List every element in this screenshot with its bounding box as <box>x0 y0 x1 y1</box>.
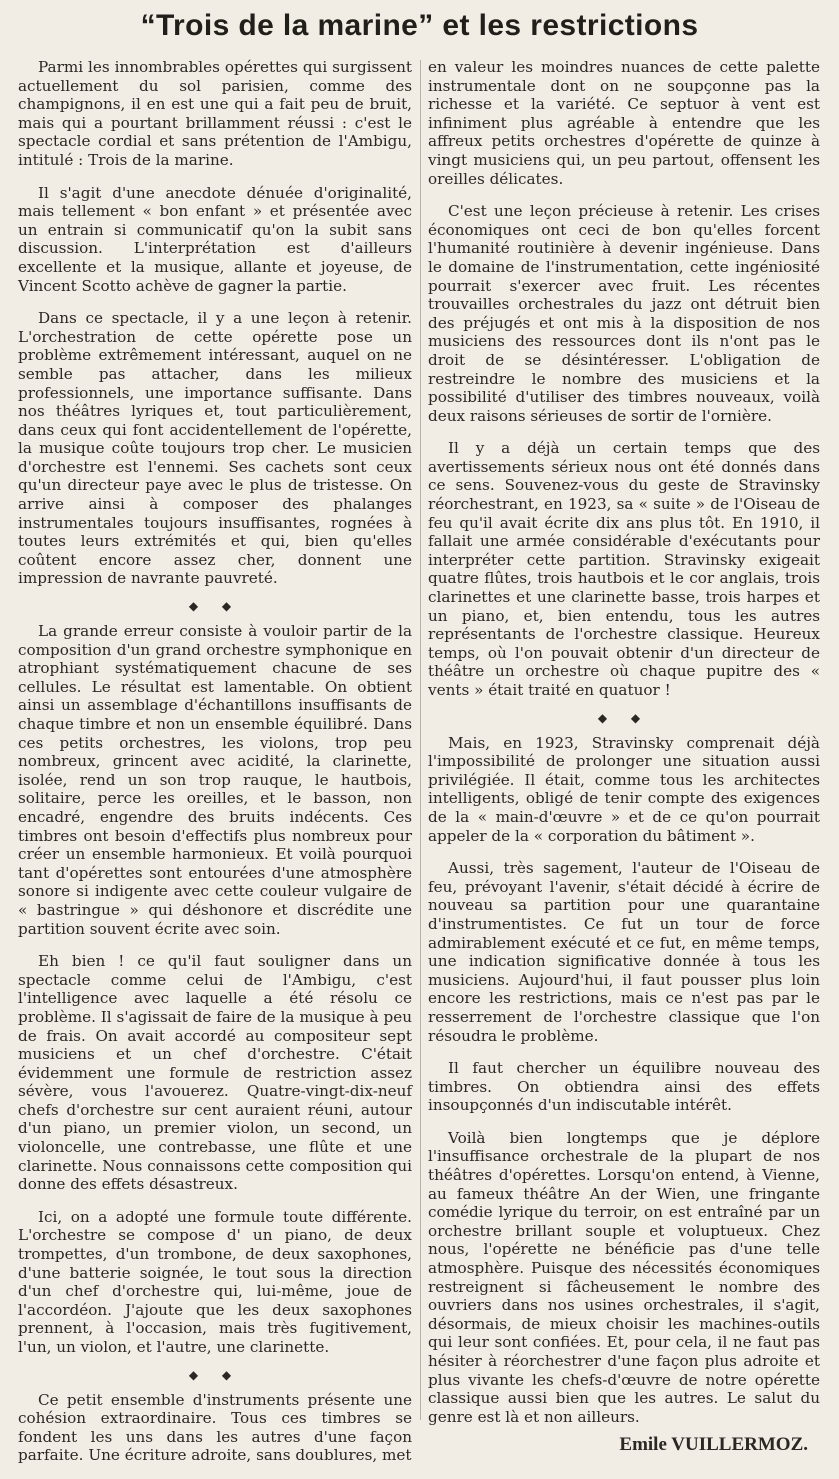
paragraph: Eh bien ! ce qu'il faut souligner dans un spectacle comme celui de l'Ambigu, c'est l'intelligence avec laquelle a été résolu ce problème. Il s'agissait de faire de la musique à peu de frais. On avait accordé au compositeur sept musiciens et un chef d'orchestre. C'était évidemment une formule de restriction assez sévère, vous l'avouerez. Quatre-vingt-dix-neuf chefs d'orchestre sur cent auraient réuni, autour d'un piano, un premier violon, un second, un violoncelle, une contrebasse, une flûte et une clarinette. Nous connaissons cette composition qui donne des effets désastreux. <box>18 952 412 1194</box>
paragraph: Aussi, très sagement, l'auteur de l'Oiseau de feu, prévoyant l'avenir, s'était décidé à écrire de nouveau sa partition pour une quarantaine d'instrumentistes. Ce fut un tour de force admirablement exécuté et ce fut, en même temps, une indication significative donnée à tous les musiciens. Aujourd'hui, il faut pousser plus loin encore les restrictions, mais ce n'est pas par le resserrement de l'orchestre classique que l'on résoudra le problème. <box>428 859 820 1045</box>
paragraph: Dans ce spectacle, il y a une leçon à retenir. L'orchestration de cette opérette pose un problème extrêmement intéressant, auquel on ne semble pas attacher, dans les milieux professionnels, une importance suffisante. Dans nos théâtres lyriques et, tout particulièrement, dans ceux qui font accidentellement de l'opérette, la musique coûte toujours trop cher. Le musicien d'orchestre est l'ennemi. Ses cachets sont ceux qu'un directeur paye avec le plus de tristesse. On arrive ainsi à composer des phalanges instrumentales toujours insuffisantes, rognées à toutes leurs extrémités et qui, bien qu'elles coûtent encore assez cher, donnent une impression de navrante pauvreté. <box>18 309 412 588</box>
right-column <box>428 58 820 1456</box>
article-title: “Trois de la marine” et les restrictions <box>140 9 699 42</box>
paragraph: Il faut chercher un équilibre nouveau des timbres. On obtiendra ainsi des effets insoupçonnés d'un indiscutable intérêt. <box>428 1059 820 1115</box>
left-column <box>18 58 422 1479</box>
paragraph: La grande erreur consiste à vouloir partir de la composition d'un grand orchestre symphonique en atrophiant systématiquement chacune de ses cellules. Le résultat est lamentable. On obtient ainsi un assemblage d'échantillons insuffisants de chaque timbre et non un ensemble équilibré. Dans ces petits orchestres, les violons, trop peu nombreux, grincent avec acidité, la clarinette, isolée, rend un son trop rauque, le hautbois, solitaire, perce les oreilles, et le basson, non encadré, engendre des bruits indécents. Ces timbres ont besoin d'effectifs plus nombreux pour créer un ensemble harmonieux. Et voilà pourquoi tant d'opérettes sont entourées d'une atmosphère sonore si indigente avec cette couleur vulgaire de « bastringue » qui déshonore et discrédite une partition souvent écrite avec soin. <box>18 622 412 938</box>
paragraph: Ici, on a adopté une formule toute différente. L'orchestre se compose d' un piano, de deux trompettes, d'un trombone, de deux saxophones, d'une batterie soignée, le tout sous la direction d'un chef d'orchestre qui, lui-même, joue de l'accordéon. J'ajoute que les deux saxophones prennent, à l'occasion, mais très fugitivement, l'un, un violon, et l'autre, une clarinette. <box>18 1207 412 1356</box>
paragraph-continued: en valeur les moindres nuances de cette palette instrumentale dont on ne soupçonne pas la richesse et la variété. Ce septuor à vent est infiniment plus agréable à entendre que les affreux petits orchestres d'opérette de quinze à vingt musiciens qui, un peu partout, offensent les oreilles délicates. <box>428 58 820 188</box>
section-separator: ◆ ◆ <box>188 599 242 614</box>
paragraph: C'est une leçon précieuse à retenir. Les crises économiques ont ceci de bon qu'elles forcent l'humanité routinière à devenir ingénieuse. Dans le domaine de l'instrumentation, cette ingéniosité pourrait s'exercer avec fruit. Les récentes trouvailles orchestrales du jazz ont détruit bien des préjugés et ont mis à la disposition de nos musiciens des ressources dont ils n'ont pas le droit de se désintéresser. L'obligation de restreindre le nombre des musiciens et la possibilité d'utiliser des timbres nouveaux, voilà deux raisons sérieuses de sortir de l'ornière. <box>428 202 820 425</box>
paragraph: Il s'agit d'une anecdote dénuée d'originalité, mais tellement « bon enfant » et présentée avec un entrain si communicatif qu'on la subit sans discussion. L'interprétation est d'ailleurs excellente et la musique, allante et joyeuse, de Vincent Scotto achève de gagner la partie. <box>18 183 412 295</box>
paragraph: Mais, en 1923, Stravinsky comprenait déjà l'impossibilité de prolonger une situation aussi privilégiée. Il était, comme tous les architectes intelligents, obligé de tenir compte des exigences de la « main-d'œuvre » et de ce qu'on pourrait appeler de la « corporation du bâtiment ». <box>428 733 820 845</box>
paragraph: Ce petit ensemble d'instruments présente une cohésion extraordinaire. Tous ces timbres se fondent les uns dans les autres d'une façon parfaite. Une écriture adroite, sans doublures, met <box>18 1390 412 1465</box>
paragraph: Il y a déjà un certain temps que des avertissements sérieux nous ont été donnés dans ce sens. Souvenez-vous du geste de Stravinsky réorchestrant, en 1923, sa « suite » de l'Oiseau de feu qu'il avait écrite dix ans plus tôt. En 1910, il fallait une armée considérable d'exécutants pour interpréter cette partition. Stravinsky exigeait quatre flûtes, trois hautbois et le cor anglais, trois clarinettes et une clarinette basse, trois harpes et un piano, et, bien entendu, tous les autres représentants de l'orchestre classique. Heureux temps, où l'on pouvait obtenir d'un directeur de théâtre un orchestre où chaque pupitre des « vents » était traité en quatuor ! <box>428 439 820 699</box>
author-signature: Emile VUILLERMOZ. <box>619 1434 808 1456</box>
section-separator: ◆ ◆ <box>597 710 651 725</box>
paragraph: Voilà bien longtemps que je déplore l'insuffisance orchestrale de la plupart de nos théâtres d'opérettes. Lorsqu'on entend, à Vienne, au fameux théâtre An der Wien, une fringante comédie lyrique du terroir, on est entraîné par un orchestre brillant souple et voluptueux. Chez nous, l'opérette ne bénéficie pas d'une telle atmosphère. Puisque des nécessités économiques restreignent si fâcheusement le nombre des ouvriers dans nos usines orchestrales, il s'agit, désormais, de mieux choisir les machines-outils qui leur sont confiées. Et, pour cela, il ne faut pas hésiter à réorchestrer d'une façon plus adroite et plus vivante les chefs-d'œuvre de notre opérette classique aussi bien que les autres. Le salut du genre est là et non ailleurs. <box>428 1128 820 1426</box>
paragraph: Parmi les innombrables opérettes qui surgissent actuellement du sol parisien, comme des champignons, il en est une qui a fait peu de bruit, mais qui a pourtant brillamment réussi : c'est le spectacle cordial et sans prétention de l'Ambigu, intitulé : Trois de la marine. <box>18 58 412 169</box>
section-separator: ◆ ◆ <box>188 1367 242 1382</box>
